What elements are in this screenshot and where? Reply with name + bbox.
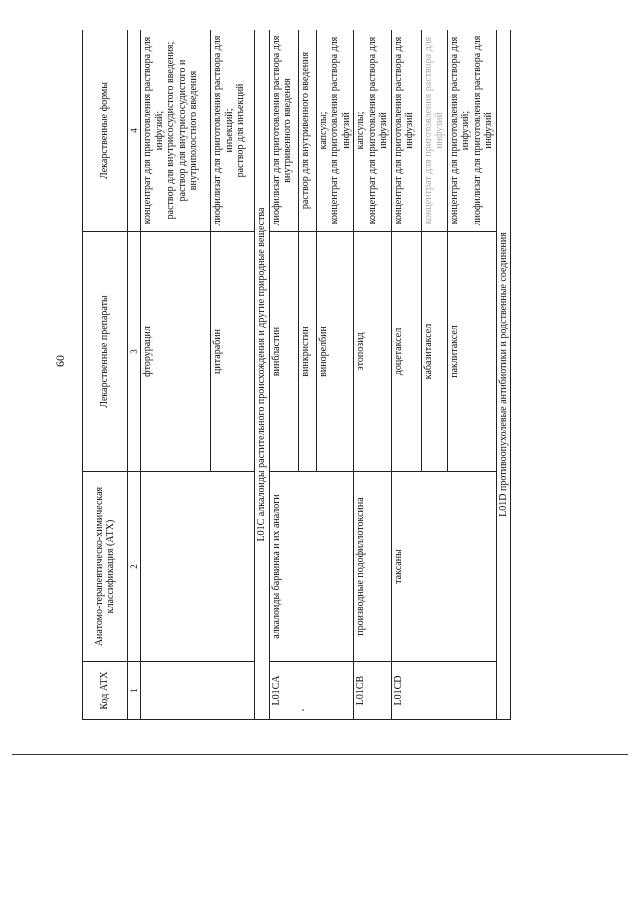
table-row <box>391 30 421 720</box>
table-row <box>354 30 392 720</box>
dosage-forms: лиофилизат для приготовления раствора для внутривенного введения <box>269 30 298 232</box>
dosage-forms: капсулы; концентрат для приготовления раствора для инфузий <box>316 30 354 232</box>
drug-name: кабазитаксел <box>421 232 447 472</box>
atc-drug-table <box>82 30 511 720</box>
atc-classification: производные подофиллотоксина <box>354 472 392 662</box>
drug-name: фторурацил <box>141 232 211 472</box>
drug-name: винбластин <box>269 232 298 472</box>
drug-name: винорелбин <box>316 232 354 472</box>
page-bottom-rule <box>12 754 628 755</box>
header-code: Код АТХ <box>83 662 128 720</box>
section-heading-l01c: L01C алкалоиды растительного происхождения и другие природные вещества <box>255 30 270 720</box>
column-number: 1 <box>128 662 141 720</box>
page-number: 60 <box>53 355 67 367</box>
dosage-forms: концентрат для приготовления раствора для инфузий <box>391 30 421 232</box>
drug-name: цитарабин <box>211 232 255 472</box>
column-number: 2 <box>128 472 141 662</box>
table-header-row <box>83 30 128 720</box>
empty-code-cell <box>141 662 255 720</box>
column-number-row <box>128 30 141 720</box>
drug-name: паклитаксел <box>447 232 496 472</box>
dosage-forms: концентрат для приготовления раствора для инфузий; лиофилизат для приготовления раствора для инфузий <box>447 30 496 232</box>
atc-code: L01CB <box>354 662 392 720</box>
atc-classification: алкалоиды барвинка и их аналоги <box>269 472 354 662</box>
header-forms: Лекарственные формы <box>83 30 128 232</box>
landscape-table-container <box>82 30 546 720</box>
section-row <box>496 30 511 720</box>
drug-name: этопозид <box>354 232 392 472</box>
empty-classification-cell <box>141 472 255 662</box>
header-classification: Анатомо-терапевтическо-химическая классификация (АТХ) <box>83 472 128 662</box>
column-number: 3 <box>128 232 141 472</box>
drug-name: доцетаксел <box>391 232 421 472</box>
atc-classification: таксаны <box>391 472 496 662</box>
drug-name: винкристин <box>298 232 316 472</box>
section-row <box>255 30 270 720</box>
dosage-forms: капсулы; концентрат для приготовления раствора для инфузий <box>354 30 392 232</box>
table-row <box>141 30 211 720</box>
dosage-forms: раствор для внутривенного введения <box>298 30 316 232</box>
table-row <box>269 30 298 720</box>
rotated-page-content <box>82 30 546 720</box>
column-number: 4 <box>128 30 141 232</box>
dosage-forms: концентрат для приготовления раствора для инфузий <box>421 30 447 232</box>
atc-code: L01CA <box>269 662 354 720</box>
atc-code: L01CD <box>391 662 496 720</box>
dosage-forms: лиофилизат для приготовления раствора для инъекций; раствор для инъекций <box>211 30 255 232</box>
section-heading-l01d: L01D противоопухолевые антибиотики и родственные соединения <box>496 30 511 720</box>
dosage-forms: концентрат для приготовления раствора для инфузий; раствор для внутрисосудистого введения; раствор для внутрисосудистого и внутриполостного введения <box>141 30 211 232</box>
header-drugs: Лекарственные препараты <box>83 232 128 472</box>
scan-speck <box>302 709 304 711</box>
